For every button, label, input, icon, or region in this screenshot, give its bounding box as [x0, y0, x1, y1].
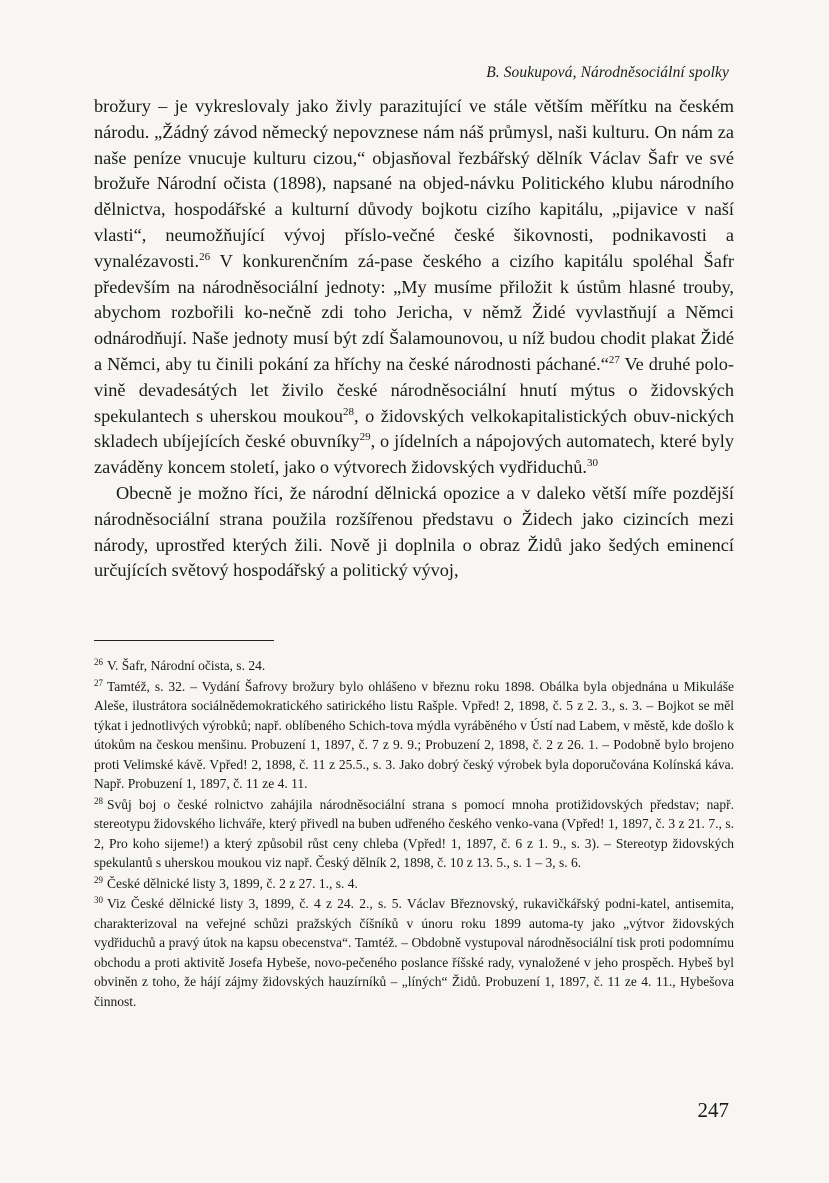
footnote-separator [94, 640, 274, 641]
footnote-30 [94, 894, 734, 1011]
footnote-number: 27 [94, 677, 103, 688]
page-number: 247 [697, 1098, 729, 1122]
footnote-ref-30[interactable]: 30 [586, 457, 598, 470]
footnote-ref-29[interactable]: 29 [359, 431, 371, 444]
footnote-number: 28 [94, 795, 103, 806]
footnote-ref-27[interactable]: 27 [608, 353, 620, 366]
footnote-26 [94, 656, 734, 676]
footnote-text: Tamtéž, s. 32. – Vydání Šafrovy brožury bylo ohlášeno v březnu roku 1898. Obálka byla objednána u Mikuláše Aleše, ilustrátora sociálnědemokratického satirického listu Rašple. Vpřed! 2, 1898, č. 5 z 2. 3., s. 3. – Bojkot se měl týkat i jednotlivých výrobků; např. oblíbeného Schich-tova mýdla vyráběného v Ústí nad Labem, v městě, kde došlo k útokům na českou menšinu. Probuzení 1, 1897, č. 7 z 9. 9.; Probuzení 2, 1898, č. 2 z 26. 1. – Podobně bylo brojeno proti Velimské kávě. Vpřed! 2, 1898, č. 11 z 25.5., s. 3. Jako dobrý český výrobek byla doporučována Kolínská káva. Např. Probuzení 1, 1897, č. 11 ze 4. 11. [94, 678, 734, 791]
footnotes [94, 656, 734, 1012]
footnote-text: České dělnické listy 3, 1899, č. 2 z 27. 1., s. 4. [107, 875, 358, 891]
paragraph-1: brožury – je vykreslovaly jako živly parazitující ve stále větším měřítku na českém národu. „Žádný závod německý nepovznese nám náš průmysl, naši kulturu. On nám za naše peníze vnucuje kulturu cizou,“ objasňoval řezbářský dělník Václav Šafr ve své brožuře Národní očista (1898), napsané na objed-návku Politického klubu národního dělnictva, hospodářské a kulturní důvody bojkotu cizího kapitálu, „pijavice v naší vlasti“, neumožňující vývoj příslo-večné české šikovnosti, podnikavosti a vynalézavosti.$^{26}$ V konkurenčním zá-pase českého a cizího kapitálu spoléhal Šafr především na národněsociální jednoty: „My musíme přiložit k ústům hlasné trouby, abychom rozbořili ko-nečně zdi toho Jericha, v němž Židé vyvlastňují a Němci odnárodňují. Naše jednoty musí být zdí Šalamounovou, u níž budou chodit plakat Židé a Němci, aby tu činili pokání za hříchy na české národnosti páchané.“$^{27}$ Ve druhé polo-vině devadesátých let živilo české národněsociální hnutí mýtus o židovských spekulantech s uherskou moukou$^{28}$, o židovských velkokapitalistických obuv-nických skladech ubíjejících české obuvníky$^{29}$, o jídelních a nápojových automatech, které byly zaváděny koncem století, jako o výtvorech židovských vydřiduchů.$^{30}$ [94, 96, 735, 478]
footnote-29 [94, 874, 734, 894]
footnote-ref-28[interactable]: 28 [343, 405, 355, 418]
footnote-27 [94, 677, 734, 794]
footnote-ref-26[interactable]: 26 [199, 250, 211, 263]
footnote-text: V. Šafr, Národní očista, s. 24. [107, 658, 266, 673]
footnote-number: 29 [94, 874, 103, 885]
footnote-text: Svůj boj o české rolnictvo zahájila národněsociální strana s pomocí mnoha protižidovských představ; např. stereotypu židovského lichváře, který přivedl na buben udřeného českého venko-vana (Vpřed! 1, 1897, č. 3 z 21. 7., s. 2, Pro koho sijeme!) a který způsobil růst ceny chleba (Vpřed! 1, 1897, č. 6 z 1. 9., s. 3). – Stereotyp židovských spekulantů s uherskou moukou viz např. Český dělník 2, 1898, č. 10 z 13. 5., s. 1 – 3, s. 6. [94, 796, 734, 870]
body-text [94, 94, 734, 584]
paragraph-2: Obecně je možno říci, že národní dělnická opozice a v daleko větší míře pozdější národněsociální strana použila rozšířenou představu o Židech jako cizincích mezi národy, uprostřed kterých žili. Nově ji doplnila o obraz Židů jako šedých eminencí určujících světový hospodářský a politický vývoj, [94, 482, 734, 581]
footnote-28 [94, 795, 734, 873]
running-head: B. Soukupová, Národněsociální spolky [486, 64, 729, 81]
footnote-text: Viz České dělnické listy 3, 1899, č. 4 z 24. 2., s. 5. Václav Březnovský, rukavičkářský podni-katel, antisemita, charakterizoval na veřejné schůzi pražských číšníků v únoru roku 1899 automa-ty jako „výtvor židovských vydřiduchů a pravý útok na kapsu obecenstva“. Tamtéž. – Obdobně vystupoval národněsociální tisk proti podomnímu obchodu a proti aktivitě Josefa Hybeše, novo-pečeného poslance říšské rady, vynaložené v jeho prospěch. Hybeš byl obviněn z toho, že hájí zájmy židovských hauzírníků – „líných“ Židů. Probuzení 1, 1897, č. 11 ze 4. 11., Hybešova činnost. [94, 896, 734, 1009]
footnote-number: 30 [94, 895, 103, 905]
footnote-number: 26 [94, 657, 103, 667]
